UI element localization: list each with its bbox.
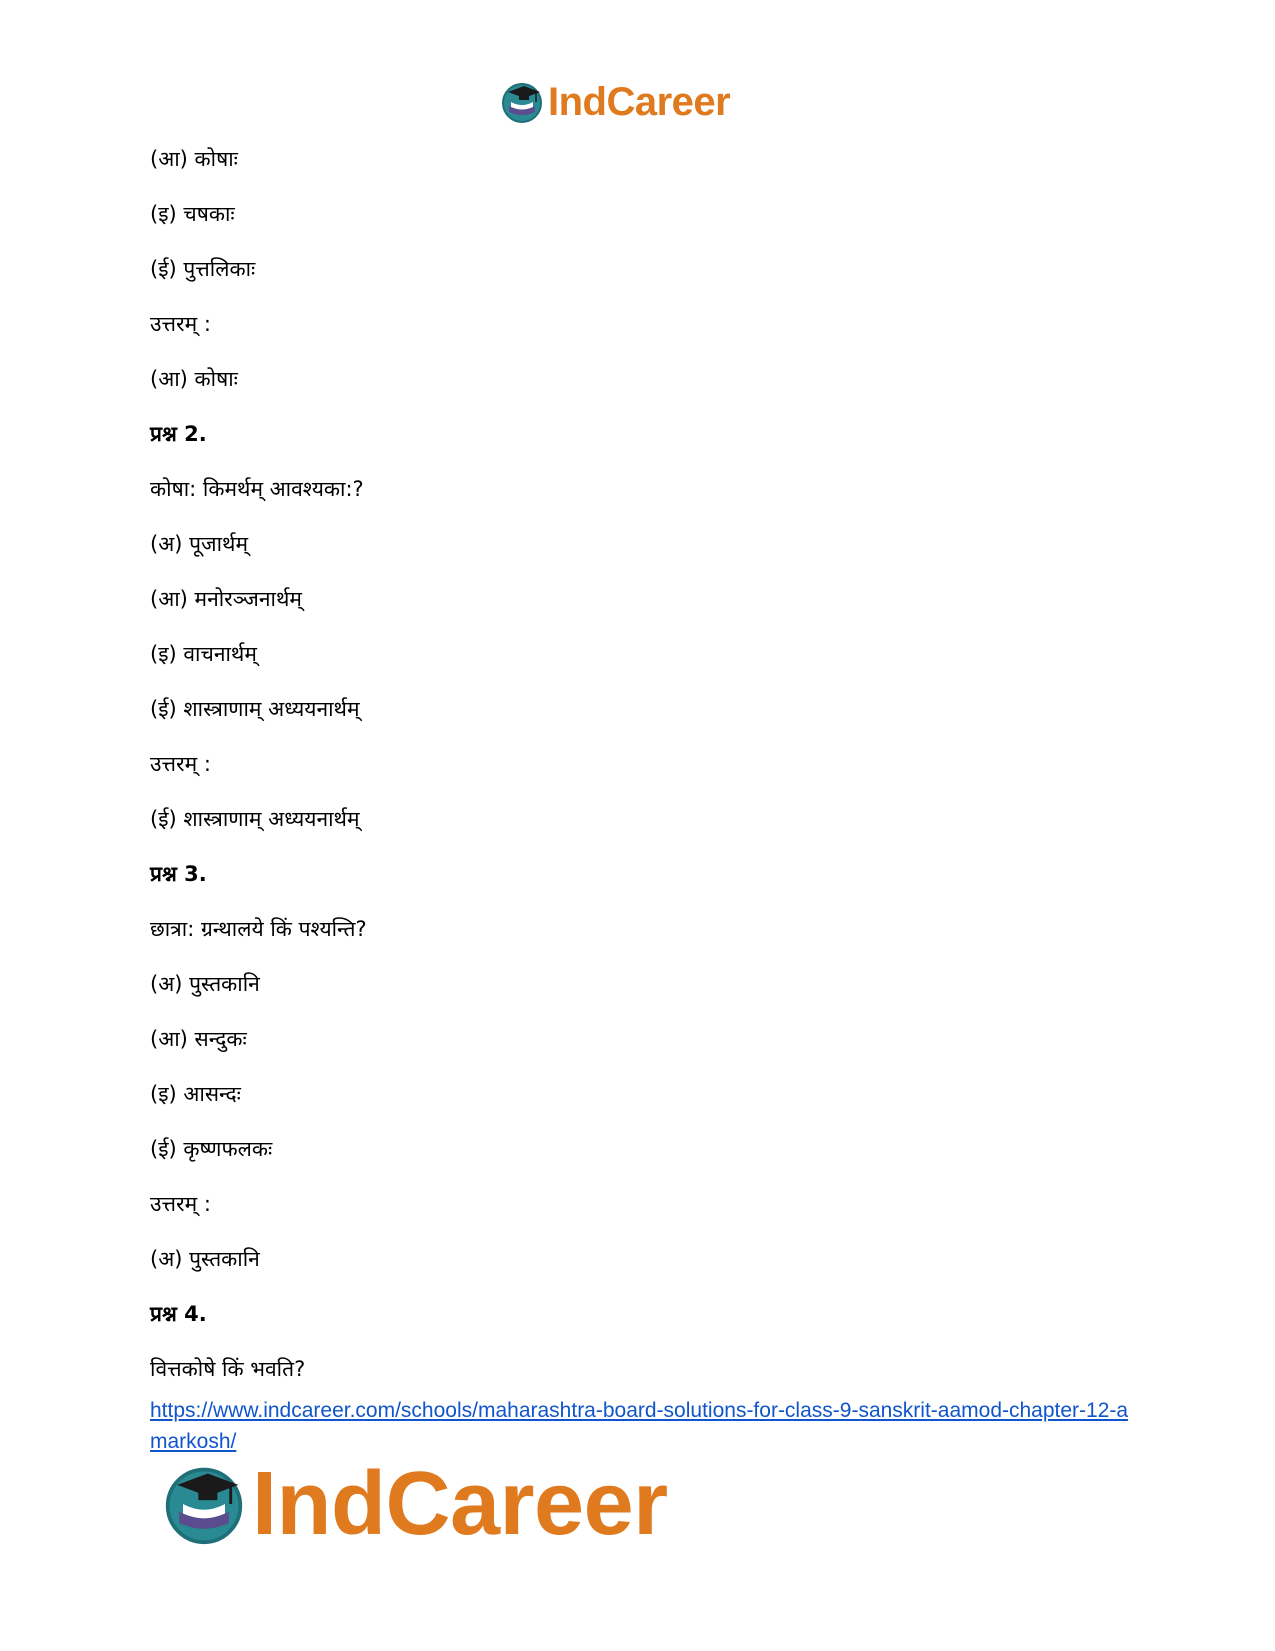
text-line: (इ) चषकाः	[150, 202, 235, 226]
text-line: (आ) कोषाः	[150, 367, 238, 391]
logo-wordmark: IndCareer	[548, 80, 731, 124]
logo-wordmark: IndCareer	[252, 1454, 668, 1554]
text-line: उत्तरम् :	[150, 752, 211, 776]
question-number: प्रश्न 3.	[150, 862, 207, 886]
text-line: (आ) मनोरञ्जनार्थम्	[150, 587, 302, 611]
document-body	[150, 143, 1150, 1408]
footer-logo	[162, 1454, 668, 1554]
header-logo	[500, 78, 730, 126]
text-line: (आ) कोषाः	[150, 147, 238, 171]
text-line: वित्तकोषे किं भवति?	[150, 1357, 306, 1381]
text-line: (आ) सन्दुकः	[150, 1027, 247, 1051]
text-line: कोषा: किमर्थम् आवश्यका:?	[150, 477, 364, 501]
graduation-globe-icon	[500, 80, 544, 124]
text-line: (अ) पुस्तकानि	[150, 972, 260, 996]
text-line: (इ) आसन्दः	[150, 1082, 241, 1106]
graduation-globe-icon	[162, 1462, 246, 1546]
text-line: (ई) पुत्तलिकाः	[150, 257, 256, 281]
text-line: छात्रा: ग्रन्थालये किं पश्यन्ति?	[150, 917, 367, 941]
text-line: (अ) पुस्तकानि	[150, 1247, 260, 1271]
text-line: (इ) वाचनार्थम्	[150, 642, 257, 666]
text-line: (ई) कृष्णफलकः	[150, 1137, 273, 1161]
text-line: (ई) शास्त्राणाम् अध्ययनार्थम्	[150, 807, 360, 831]
text-line: (अ) पूजार्थम्	[150, 532, 249, 556]
text-line: उत्तरम् :	[150, 1192, 211, 1216]
question-number: प्रश्न 2.	[150, 422, 207, 446]
source-url-link[interactable]: https://www.indcareer.com/schools/maharashtra-board-solutions-for-class-9-sanskrit-aamod-chapter-12-amarkosh/	[150, 1399, 1129, 1453]
text-line: उत्तरम् :	[150, 312, 211, 336]
question-number: प्रश्न 4.	[150, 1302, 207, 1326]
text-line: (ई) शास्त्राणाम् अध्ययनार्थम्	[150, 697, 360, 721]
